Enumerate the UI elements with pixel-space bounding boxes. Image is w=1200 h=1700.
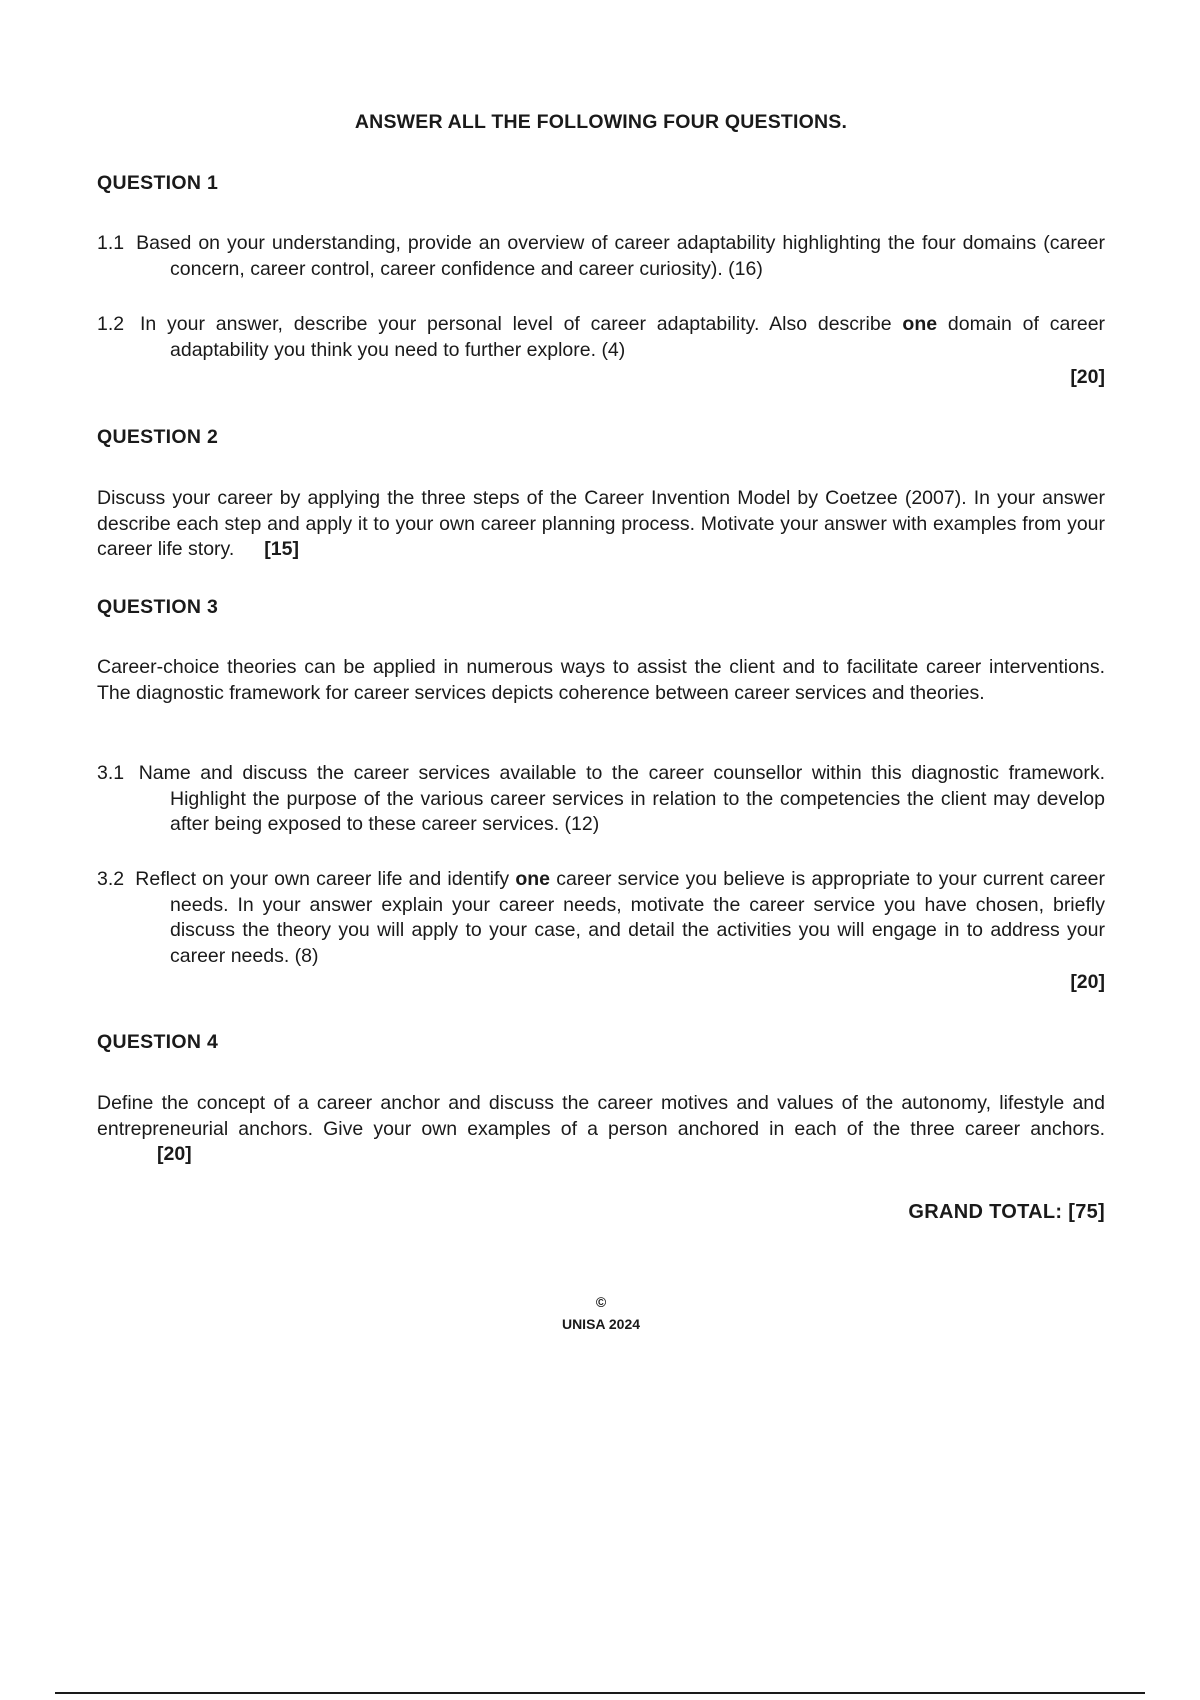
- question-2-body: Discuss your career by applying the three steps of the Career Invention Model by Coetzee (2007). In your answer describe each step and apply it to your own career planning process. Motivate your answer with examples from your career life story.: [97, 487, 1105, 560]
- question-4-body: Define the concept of a career anchor and discuss the career motives and values of the autonomy, lifestyle and entrepreneurial anchors. Give your own examples of a person anchored in each of the three career anchors.: [97, 1092, 1105, 1140]
- question-1-heading: QUESTION 1: [97, 172, 219, 194]
- question-2-text: [97, 486, 1105, 563]
- question-1-1-text: Based on your understanding, provide an overview of career adaptability highlighting the four domains (career concern, career control, career confidence and career curiosity). (16): [136, 232, 1106, 280]
- question-1-2: [97, 312, 1105, 363]
- grand-total: GRAND TOTAL: [75]: [908, 1201, 1105, 1223]
- question-4-text: [97, 1091, 1105, 1168]
- instructions-heading: ANSWER ALL THE FOLLOWING FOUR QUESTIONS.: [354, 111, 848, 133]
- footer-organisation: UNISA 2024: [561, 1316, 641, 1332]
- footer: [97, 1291, 1105, 1335]
- question-3-2-text-b: career service you believe is appropriate to your current career needs. In your answer explain your career needs, motivate the career service you have chosen, briefly discuss the theory you will apply to your case, and detail the activities you will engage in to address your career needs. (8): [170, 868, 1106, 967]
- question-3-2-text-a: Reflect on your own career life and identify: [135, 868, 510, 890]
- question-3-1: [97, 761, 1105, 838]
- question-1-2-text-a: In your answer, describe your personal level of career adaptability. Also describe: [139, 313, 892, 335]
- question-3-heading: QUESTION 3: [97, 596, 219, 618]
- question-4-heading: QUESTION 4: [97, 1031, 219, 1053]
- question-4-marks: [20]: [157, 1143, 192, 1165]
- question-1-marks: [20]: [1070, 366, 1105, 388]
- question-3-1-text: Name and discuss the career services available to the career counsellor within this diagnostic framework. Highlight the purpose of the various career services in relation to the competencies the client may develop after being exposed to these career services. (12): [138, 762, 1105, 835]
- question-1-1: [97, 231, 1105, 282]
- question-3-2: [97, 867, 1105, 969]
- question-1-2-number: 1.2: [97, 313, 125, 335]
- question-3-1-number: 3.1: [97, 762, 125, 784]
- question-3-2-emphasis: one: [515, 868, 551, 890]
- question-1-2-text-b: domain of career adaptability you think you need to further explore. (4): [170, 313, 1106, 361]
- question-3-2-number: 3.2: [97, 868, 125, 890]
- question-1-1-number: 1.1: [97, 232, 125, 254]
- question-2-marks: [15]: [264, 538, 299, 560]
- question-1-2-emphasis: one: [902, 313, 938, 335]
- copyright-symbol: ©: [595, 1294, 607, 1310]
- question-3-marks: [20]: [1070, 971, 1105, 993]
- question-2-heading: QUESTION 2: [97, 426, 219, 448]
- question-3-intro: Career-choice theories can be applied in numerous ways to assist the client and to facilitate career interventions. The diagnostic framework for career services depicts coherence between career services and theories.: [97, 656, 1105, 704]
- bottom-divider: [55, 1692, 1145, 1694]
